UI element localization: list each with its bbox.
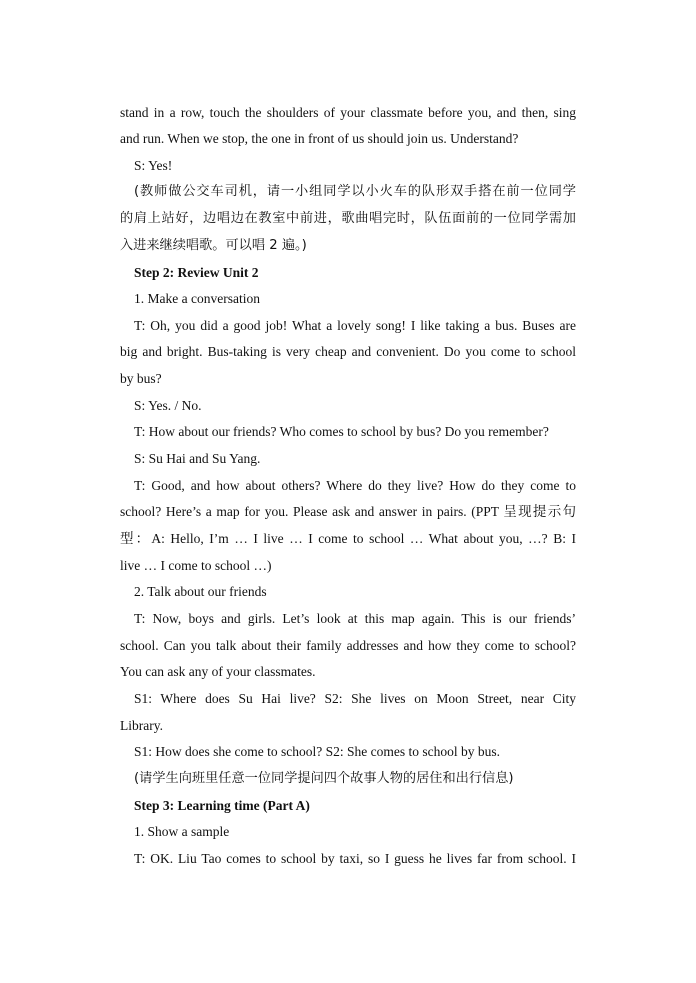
text-line: 的肩上站好，边唱边在教室中前进，歌曲唱完时，队伍面前的一位同学需加 xyxy=(120,211,576,226)
text-line: S1: Where does Su Hai live? S2: She lives on Moon Street, near City xyxy=(134,691,576,706)
text-line: school. Can you talk about their family addresses and how they come to school? xyxy=(120,638,576,653)
text-line: S: Yes! xyxy=(134,158,173,173)
subheading: 2. Talk about our friends xyxy=(134,584,267,599)
text-line: live … I come to school …) xyxy=(120,558,272,573)
subheading: 1. Show a sample xyxy=(134,824,230,839)
section-heading: Step 2: Review Unit 2 xyxy=(134,265,259,280)
text-line: and run. When we stop, the one in front of us should join us. Understand? xyxy=(120,131,519,146)
text-line: big and bright. Bus-taking is very cheap and convenient. Do you come to school xyxy=(120,344,576,359)
text-line: T: Oh, you did a good job! What a lovely song! I like taking a bus. Buses are xyxy=(134,318,576,333)
text-line: (教师做公交车司机，请一小组同学以小火车的队形双手搭在前一位同学 xyxy=(134,184,576,199)
text-line: You can ask any of your classmates. xyxy=(120,664,316,679)
text-line: by bus? xyxy=(120,371,162,386)
text-line: school? Here’s a map for you. Please ask and answer in pairs. (PPT 呈现提示句 xyxy=(120,504,576,519)
section-heading: Step 3: Learning time (Part A) xyxy=(134,798,310,813)
text-line: S: Yes. / No. xyxy=(134,398,202,413)
text-line: 入进来继续唱歌。可以唱 2 遍。) xyxy=(120,238,307,253)
text-line: stand in a row, touch the shoulders of your classmate before you, and then, sing xyxy=(120,105,576,120)
text-line: 型：A: Hello, I’m … I live … I come to school … What about you, …? B: I xyxy=(120,531,576,546)
text-line: Library. xyxy=(120,718,163,733)
text-line: S1: How does she come to school? S2: She comes to school by bus. xyxy=(134,744,500,759)
text-line: T: Good, and how about others? Where do they live? How do they come to xyxy=(134,478,576,493)
text-line: T: OK. Liu Tao comes to school by taxi, so I guess he lives far from school. I xyxy=(134,851,576,866)
subheading: 1. Make a conversation xyxy=(134,291,260,306)
text-line: S: Su Hai and Su Yang. xyxy=(134,451,261,466)
text-line: T: Now, boys and girls. Let’s look at this map again. This is our friends’ xyxy=(134,611,576,626)
text-line: T: How about our friends? Who comes to school by bus? Do you remember? xyxy=(134,424,549,439)
text-line: (请学生向班里任意一位同学提问四个故事人物的居住和出行信息) xyxy=(134,771,514,786)
